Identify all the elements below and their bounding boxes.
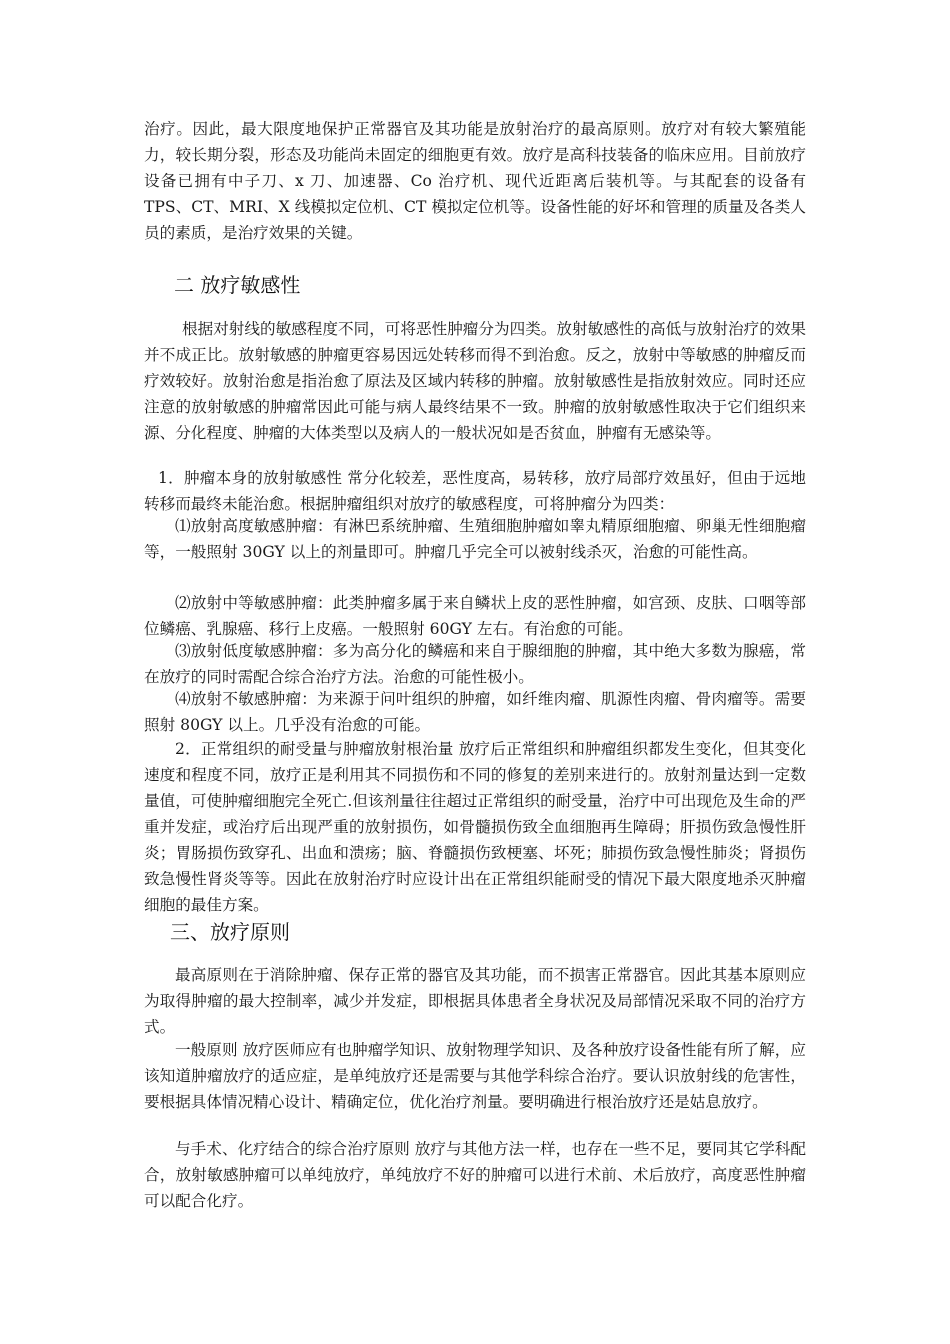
section-3-paragraph-1: 最高原则在于消除肿瘤、保存正常的器官及其功能，而不损害正常器官。因此其基本原则应为取得肿瘤的最大控制率，减少并发症，即根据具体患者全身状况及局部情况采取不同的治疗方式。 bbox=[144, 966, 806, 1036]
section-2-sub-2: ⑵放射中等敏感肿瘤：此类肿瘤多属于来自鳞状上皮的恶性肿瘤，如宫颈、皮肤、口咽等部位鳞癌、乳腺癌、移行上皮癌。一般照射 60GY 左右。有治愈的可能。 bbox=[144, 594, 806, 638]
section-2-item-2: 2．正常组织的耐受量与肿瘤放射根治量 放疗后正常组织和肿瘤组织都发生变化，但其变化速度和程度不同，放疗正是利用其不同损伤和不同的修复的差别来进行的。放射剂量达到一定数量值，可使肿瘤细胞完全死亡.但该剂量往往超过正常组织的耐受量，治疗中可出现危及生命的严重并发症，或治疗后出现严重的放射损伤，如骨髓损伤致全血细胞再生障碍；肝损伤致急慢性肝炎；胃肠损伤致穿孔、出血和溃疡；脑、脊髓损伤致梗塞、坏死；肺损伤致急慢性肺炎；肾损伤致急慢性肾炎等等。因此在放射治疗时应设计出在正常组织能耐受的情况下最大限度地杀灭肿瘤细胞的最佳方案。 bbox=[144, 740, 806, 914]
section-3-paragraph-3: 与手术、化疗结合的综合治疗原则 放疗与其他方法一样，也存在一些不足，要同其它学科配合，放射敏感肿瘤可以单纯放疗，单纯放疗不好的肿瘤可以进行术前、术后放疗，高度恶性肿瘤可以配合化疗。 bbox=[144, 1140, 806, 1210]
section-2-sub-4: ⑷放射不敏感肿瘤：为来源于问叶组织的肿瘤，如纤维肉瘤、肌源性肉瘤、骨肉瘤等。需要照射 80GY 以上。几乎没有治愈的可能。 bbox=[144, 690, 806, 734]
section-2-item-1: 1．肿瘤本身的放射敏感性 常分化较差，恶性度高，易转移，放疗局部疗效虽好，但由于远地转移而最终未能治愈。根据肿瘤组织对放疗的敏感程度，可将肿瘤分为四类： bbox=[144, 469, 806, 513]
section-2-paragraph: 根据对射线的敏感程度不同，可将恶性肿瘤分为四类。放射敏感性的高低与放射治疗的效果并不成正比。放射敏感的肿瘤更容易因远处转移而得不到治愈。反之，放射中等敏感的肿瘤反而疗效较好。放射治愈是指治愈了原法及区域内转移的肿瘤。放射敏感性是指放射效应。同时还应注意的放射敏感的肿瘤常因此可能与病人最终结果不一致。肿瘤的放射敏感性取决于它们组织来源、分化程度、肿瘤的大体类型以及病人的一般状况如是否贫血，肿瘤有无感染等。 bbox=[144, 320, 806, 442]
section-2-sub-3: ⑶放射低度敏感肿瘤：多为高分化的鳞癌和来自于腺细胞的肿瘤，其中绝大多数为腺癌，常在放疗的同时需配合综合治疗方法。治愈的可能性极小。 bbox=[144, 642, 806, 686]
section-2-sub-1: ⑴放射高度敏感肿瘤：有淋巴系统肿瘤、生殖细胞肿瘤如睾丸精原细胞瘤、卵巢无性细胞瘤等，一般照射 30GY 以上的剂量即可。肿瘤几乎完全可以被射线杀灭，治愈的可能性高。 bbox=[144, 517, 806, 561]
section-2-heading: 二 放疗敏感性 bbox=[174, 273, 301, 297]
section-3-paragraph-2: 一般原则 放疗医师应有也肿瘤学知识、放射物理学知识、及各种放疗设备性能有所了解，应该知道肿瘤放疗的适应症，是单纯放疗还是需要与其他学科综合治疗。要认识放射线的危害性，要根据具体情况精心设计、精确定位，优化治疗剂量。要明确进行根治放疗还是姑息放疗。 bbox=[144, 1041, 806, 1111]
section-3-heading: 三、放疗原则 bbox=[170, 920, 290, 944]
intro-paragraph: 治疗。因此，最大限度地保护正常器官及其功能是放射治疗的最高原则。放疗对有较大繁殖能力，较长期分裂，形态及功能尚未固定的细胞更有效。放疗是高科技装备的临床应用。目前放疗设备已拥有中子刀、x 刀、加速器、Co 治疗机、现代近距离后装机等。与其配套的设备有 TPS、CT、MRI、X 线模拟定位机、CT 模拟定位机等。设备性能的好坏和管理的质量及各类人员的素质，是治疗效果的关键。 bbox=[144, 120, 806, 242]
